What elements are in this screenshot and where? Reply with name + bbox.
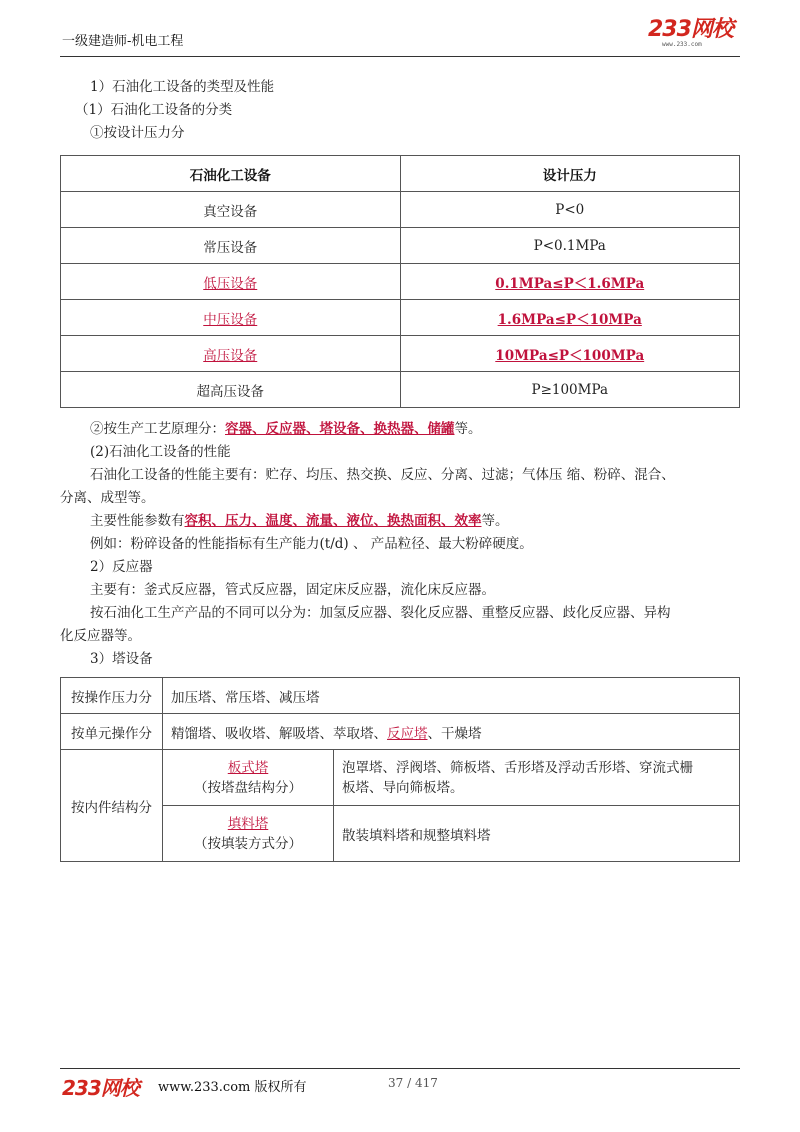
footer-rule <box>60 1068 740 1069</box>
logo-url: www.233.com <box>662 41 702 48</box>
section-heading: 1）石油化工设备的类型及性能 <box>90 79 275 95</box>
plate-desc: 泡罩塔、浮阀塔、筛板塔、舌形塔及浮动舌形塔、穿流式栅 <box>342 759 693 776</box>
table-row <box>61 192 740 228</box>
table-cell: 1.6MPa≤P＜10MPa <box>400 300 740 336</box>
process-prefix: ②按生产工艺原理分： <box>90 421 225 437</box>
performance-heading: (2)石油化工设备的性能 <box>90 444 231 460</box>
tower-heading: 3）塔设备 <box>90 651 153 667</box>
table-cell <box>163 750 334 806</box>
packed-name: 填料塔 <box>227 815 269 832</box>
performance-line: 分离、成型等。 <box>60 490 155 506</box>
params-line <box>90 512 509 530</box>
table-cell: 按内件结构分 <box>61 750 163 862</box>
pressure-table <box>60 155 740 408</box>
table-row <box>61 678 740 714</box>
table-cell: 0.1MPa≤P＜1.6MPa <box>400 264 740 300</box>
plate-desc: 板塔、导向筛板塔。 <box>342 779 464 796</box>
table-cell: P≥100MPa <box>400 372 740 408</box>
example-line: 例如：粉碎设备的性能指标有生产能力(t/d) 、 产品粒径、最大粉碎硬度。 <box>90 536 533 552</box>
table-cell: P<0 <box>400 192 740 228</box>
table-row <box>61 714 740 750</box>
row2-suffix: 、干燥塔 <box>427 725 482 742</box>
table-cell: 低压设备 <box>61 264 401 300</box>
table-row <box>61 806 740 862</box>
header-title: 一级建造师-机电工程 <box>62 34 184 49</box>
table-cell: P<0.1MPa <box>400 228 740 264</box>
table-row <box>61 750 740 806</box>
plate-note: （按塔盘结构分） <box>194 779 302 796</box>
table-row <box>61 228 740 264</box>
subsection-heading: （1）石油化工设备的分类 <box>75 102 233 118</box>
params-prefix: 主要性能参数有 <box>90 513 185 529</box>
table-cell: 加压塔、常压塔、减压塔 <box>163 678 740 714</box>
table-cell: 散装填料塔和规整填料塔 <box>334 806 740 862</box>
table-row <box>61 300 740 336</box>
table-cell: 高压设备 <box>61 336 401 372</box>
classification-heading: ①按设计压力分 <box>90 125 185 141</box>
params-items: 容积、压力、温度、流量、液位、换热面积、效率 <box>184 513 482 529</box>
footer-copyright: www.233.com 版权所有 <box>158 1080 307 1095</box>
table-cell <box>163 806 334 862</box>
brand-logo <box>648 19 738 49</box>
table-cell: 10MPa≤P＜100MPa <box>400 336 740 372</box>
table-cell: 超高压设备 <box>61 372 401 408</box>
row2-prefix: 精馏塔、吸收塔、解吸塔、萃取塔、 <box>171 725 387 742</box>
logo-text: 233网校 <box>648 17 733 42</box>
table-row <box>61 372 740 408</box>
table-cell <box>334 750 740 806</box>
table-row <box>61 336 740 372</box>
performance-line: 石油化工设备的性能主要有：贮存、均压、热交换、反应、分离、过滤；气体压 缩、粉碎、混合、 <box>90 467 675 483</box>
process-line <box>90 420 482 438</box>
table-cell: 常压设备 <box>61 228 401 264</box>
reactor-line: 按石油化工生产产品的不同可以分为：加氢反应器、裂化反应器、重整反应器、歧化反应器、异构 <box>90 605 671 621</box>
tower-table <box>60 677 740 862</box>
plate-name: 板式塔 <box>227 759 269 776</box>
table-cell: 真空设备 <box>61 192 401 228</box>
table-cell: 中压设备 <box>61 300 401 336</box>
table-cell: 按单元操作分 <box>61 714 163 750</box>
page-number: 37 / 417 <box>388 1076 438 1090</box>
reactor-heading: 2）反应器 <box>90 559 153 575</box>
header-rule <box>60 56 740 57</box>
row2-highlight: 反应塔 <box>387 725 428 742</box>
table-header: 设计压力 <box>400 156 740 192</box>
params-suffix: 等。 <box>481 513 509 529</box>
table-header: 石油化工设备 <box>61 156 401 192</box>
table-cell <box>163 714 740 750</box>
reactor-line: 化反应器等。 <box>60 628 141 644</box>
process-suffix: 等。 <box>454 421 482 437</box>
process-items: 容器、反应器、塔设备、换热器、储罐 <box>225 421 455 437</box>
footer-logo: 233网校 <box>62 1076 139 1100</box>
packed-note: （按填装方式分） <box>194 835 302 852</box>
table-cell: 按操作压力分 <box>61 678 163 714</box>
reactor-line: 主要有：釜式反应器，管式反应器，固定床反应器，流化床反应器。 <box>90 582 495 598</box>
table-row <box>61 264 740 300</box>
